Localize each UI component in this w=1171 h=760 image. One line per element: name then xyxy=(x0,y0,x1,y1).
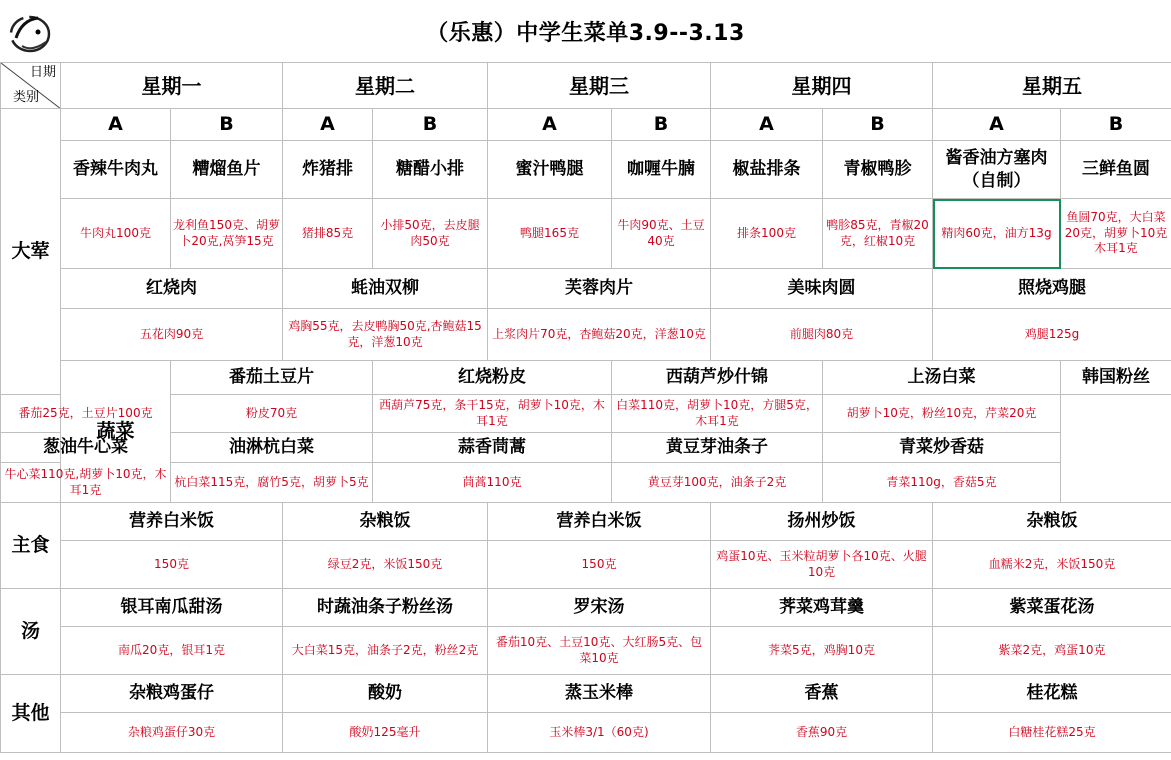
dish-name: 青菜炒香菇 xyxy=(823,433,1061,463)
ingredient-cell[interactable]: 鱼圆70克，大白菜20克，胡萝卜10克木耳1克 xyxy=(1061,199,1171,269)
dish-name: 红烧粉皮 xyxy=(373,361,612,395)
dish-name: 蚝油双柳 xyxy=(283,269,488,309)
dish-name: 黄豆芽油条子 xyxy=(612,433,823,463)
ingredient-cell[interactable]: 五花肉90克 xyxy=(61,309,283,361)
page-title: （乐惠）中学生菜单3.9--3.13 xyxy=(426,21,745,46)
ingredient-cell[interactable]: 南瓜20克，银耳1克 xyxy=(61,627,283,675)
dish-name: 香辣牛肉丸 xyxy=(61,141,171,199)
option-a: A xyxy=(711,109,823,141)
day-monday: 星期一 xyxy=(61,63,283,109)
dish-name: 酱香油方塞肉（自制） xyxy=(933,141,1061,199)
ingredient-cell[interactable]: 香蕉90克 xyxy=(711,713,933,753)
ingredient-cell[interactable]: 白糖桂花糕25克 xyxy=(933,713,1171,753)
ingredient-cell[interactable]: 荠菜5克，鸡胸10克 xyxy=(711,627,933,675)
dish-name: 桂花糕 xyxy=(933,675,1171,713)
dish-name: 扬州炒饭 xyxy=(711,503,933,541)
ingredient-cell[interactable]: 番茄25克，土豆片100克 xyxy=(1,395,171,433)
option-a: A xyxy=(488,109,612,141)
ingredient-cell[interactable]: 粉皮70克 xyxy=(171,395,373,433)
dish-name: 西葫芦炒什锦 xyxy=(612,361,823,395)
option-b: B xyxy=(823,109,933,141)
ingredient-cell[interactable]: 胡萝卜10克，粉丝10克，芹菜20克 xyxy=(823,395,1061,433)
category-other: 其他 xyxy=(1,675,61,753)
day-wednesday: 星期三 xyxy=(488,63,711,109)
ingredient-cell[interactable]: 上浆肉片70克，杏鲍菇20克，洋葱10克 xyxy=(488,309,711,361)
category-staple: 主食 xyxy=(1,503,61,589)
day-thursday: 星期四 xyxy=(711,63,933,109)
dish-name: 照烧鸡腿 xyxy=(933,269,1171,309)
ingredient-cell[interactable]: 杂粮鸡蛋仔30克 xyxy=(61,713,283,753)
ingredient-cell[interactable]: 绿豆2克，米饭150克 xyxy=(283,541,488,589)
ingredient-cell[interactable]: 黄豆芽100克，油条子2克 xyxy=(612,463,823,503)
ingredient-cell[interactable]: 大白菜15克，油条子2克，粉丝2克 xyxy=(283,627,488,675)
dish-name: 三鲜鱼圆 xyxy=(1061,141,1171,199)
header xyxy=(0,0,1171,62)
dish-name: 杂粮鸡蛋仔 xyxy=(61,675,283,713)
dish-name: 青椒鸭胗 xyxy=(823,141,933,199)
ingredient-cell[interactable]: 白菜110克，胡萝卜10克，方腿5克，木耳1克 xyxy=(612,395,823,433)
dish-name: 炸猪排 xyxy=(283,141,373,199)
ingredient-cell[interactable]: 鸡蛋10克、玉米粒胡萝卜各10克、火腿10克 xyxy=(711,541,933,589)
option-b: B xyxy=(612,109,711,141)
ingredient-cell[interactable]: 鸡胸55克，去皮鸭胸50克,杏鲍菇15克，洋葱10克 xyxy=(283,309,488,361)
ingredient-cell[interactable]: 茼蒿110克 xyxy=(373,463,612,503)
dish-name: 葱油牛心菜 xyxy=(1,433,171,463)
dish-name: 美味肉圆 xyxy=(711,269,933,309)
dish-name: 上汤白菜 xyxy=(823,361,1061,395)
dish-name: 营养白米饭 xyxy=(61,503,283,541)
dish-name: 罗宋汤 xyxy=(488,589,711,627)
dish-name: 韩国粉丝 xyxy=(1061,361,1171,395)
option-b: B xyxy=(1061,109,1171,141)
dish-name: 番茄土豆片 xyxy=(171,361,373,395)
dish-name: 蒸玉米棒 xyxy=(488,675,711,713)
dish-name: 营养白米饭 xyxy=(488,503,711,541)
dish-name: 蒜香茼蒿 xyxy=(373,433,612,463)
category-main: 大荤 xyxy=(1,109,61,395)
ingredient-cell[interactable]: 血糯米2克，米饭150克 xyxy=(933,541,1171,589)
option-a: A xyxy=(933,109,1061,141)
ingredient-cell[interactable]: 鸭腿165克 xyxy=(488,199,612,269)
corner-date-label: 日期 xyxy=(29,65,56,80)
ingredient-cell[interactable]: 牛肉90克、土豆40克 xyxy=(612,199,711,269)
corner-category-label: 类别 xyxy=(13,90,40,106)
dish-name: 油淋杭白菜 xyxy=(171,433,373,463)
ingredient-cell[interactable]: 龙利鱼150克、胡萝卜20克,莴笋15克 xyxy=(171,199,283,269)
dish-name: 糟熘鱼片 xyxy=(171,141,283,199)
menu-table xyxy=(0,62,1171,753)
day-tuesday: 星期二 xyxy=(283,63,488,109)
dish-name: 酸奶 xyxy=(283,675,488,713)
ingredient-cell[interactable]: 牛心菜110克,胡萝卜10克，木耳1克 xyxy=(1,463,171,503)
ingredient-cell[interactable]: 酸奶125毫升 xyxy=(283,713,488,753)
ingredient-cell[interactable]: 鸡腿125g xyxy=(933,309,1171,361)
option-b: B xyxy=(171,109,283,141)
dish-name: 芙蓉肉片 xyxy=(488,269,711,309)
ingredient-cell[interactable]: 猪排85克 xyxy=(283,199,373,269)
day-friday: 星期五 xyxy=(933,63,1171,109)
selected-cell[interactable]: 精肉60克，油方13g xyxy=(933,199,1061,269)
option-b: B xyxy=(373,109,488,141)
dish-name: 咖喱牛腩 xyxy=(612,141,711,199)
ingredient-cell[interactable]: 前腿肉80克 xyxy=(711,309,933,361)
dish-name: 红烧肉 xyxy=(61,269,283,309)
dish-name: 时蔬油条子粉丝汤 xyxy=(283,589,488,627)
ingredient-cell[interactable]: 杭白菜115克，腐竹5克，胡萝卜5克 xyxy=(171,463,373,503)
ingredient-cell[interactable]: 青菜110g，香菇5克 xyxy=(823,463,1061,503)
dish-name: 紫菜蛋花汤 xyxy=(933,589,1171,627)
option-a: A xyxy=(283,109,373,141)
category-soup: 汤 xyxy=(1,589,61,675)
category-vegetable: 蔬菜 xyxy=(61,361,171,503)
ingredient-cell[interactable]: 小排50克，去皮腿肉50克 xyxy=(373,199,488,269)
dish-name: 香蕉 xyxy=(711,675,933,713)
ingredient-cell[interactable]: 玉米棒3/1（60克) xyxy=(488,713,711,753)
option-a: A xyxy=(61,109,171,141)
dish-name: 椒盐排条 xyxy=(711,141,823,199)
ingredient-cell[interactable]: 排条100克 xyxy=(711,199,823,269)
dish-name: 杂粮饭 xyxy=(933,503,1171,541)
dish-name: 糖醋小排 xyxy=(373,141,488,199)
ingredient-cell[interactable]: 牛肉丸100克 xyxy=(61,199,171,269)
corner-cell xyxy=(1,63,61,109)
dish-name: 银耳南瓜甜汤 xyxy=(61,589,283,627)
dish-name: 蜜汁鸭腿 xyxy=(488,141,612,199)
ingredient-cell[interactable]: 西葫芦75克，条干15克，胡萝卜10克，木耳1克 xyxy=(373,395,612,433)
ingredient-cell[interactable]: 150克 xyxy=(61,541,283,589)
ingredient-cell[interactable]: 紫菜2克，鸡蛋10克 xyxy=(933,627,1171,675)
dish-name: 荠菜鸡茸羹 xyxy=(711,589,933,627)
dish-name: 杂粮饭 xyxy=(283,503,488,541)
ingredient-cell[interactable]: 鸭胗85克，青椒20克，红椒10克 xyxy=(823,199,933,269)
ingredient-cell[interactable]: 150克 xyxy=(488,541,711,589)
ingredient-cell[interactable]: 番茄10克、土豆10克、大红肠5克、包菜10克 xyxy=(488,627,711,675)
